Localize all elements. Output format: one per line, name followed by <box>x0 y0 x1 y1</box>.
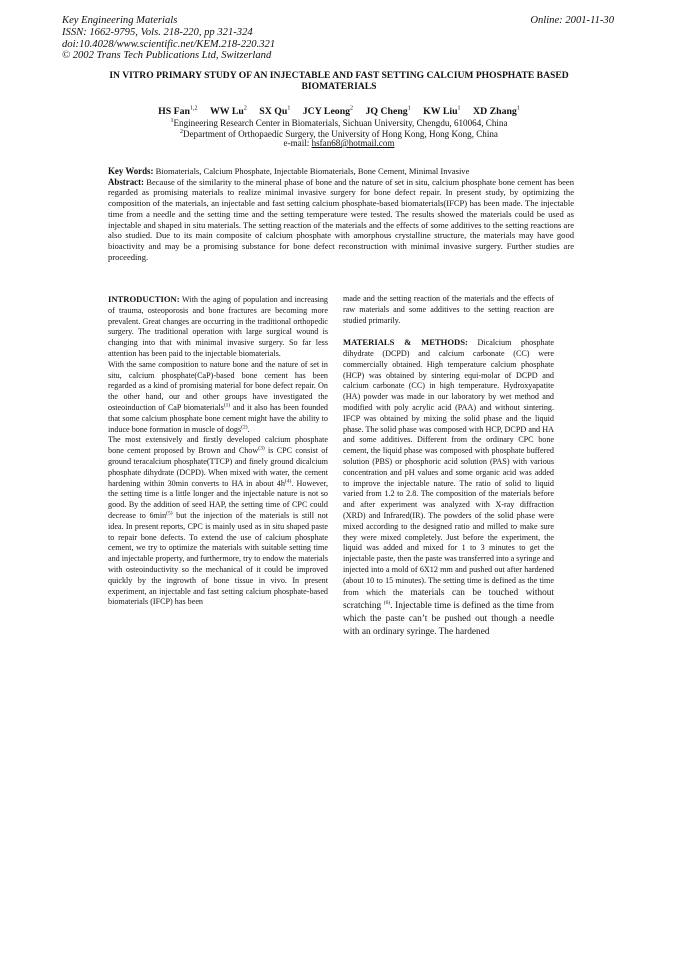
author: JQ Cheng$^1$ <box>365 106 411 118</box>
intro-paragraph: The most extensively and firstly developed calcium phosphate bone cement proposed by Brown and Chow$^{(3)}$ is CPC consist of ground teracalcium phosphate(TTCP) and finely ground dicalcium phosphate dihydrate (DCPD). When mixed with water, the cement hardening within 30min converts to HA in about $4h^{(4)}$. However, the setting time is a little longer and the injectable nature is not so good. By the addition of seed HAP, the setting time of CPC could decrease to $6\min^{(5)}$ but the injection of the materials is still not idea. In present reports, CPC is mainly used as in situ shaped paste to repair bone defects. To extend the use of calcium phosphate cement, we try to optimize the materials with suitable setting time and injectable property, and furthermore, try to endow the materials with osteoinductivity so the mechanical of it could be improved quickly by the ingrowth of bone tissue in vivo. In present experiment, an injectable and fast setting calcium phosphate-based biomaterials (IFCP) has been <box>108 435 328 607</box>
contact-email: e-mail: hsfan68@hotmail.com <box>283 138 395 148</box>
author: XD Zhang$^1$ <box>473 106 520 118</box>
author: KW Liu$^1$ <box>423 106 461 118</box>
author: WW Lu$^2$ <box>209 106 247 118</box>
affiliation-2: $^2$Department of Orthopaedic Surgery, the University of Hong Kong, Hong Kong, China <box>180 129 498 140</box>
doi-line: doi:10.4028/www.scientific.net/KEM.218-220.321 <box>62 38 276 50</box>
author: JCY Leong$^2$ <box>302 106 354 118</box>
intro-paragraph: With the same composition to nature bone and the nature of set in situ, calcium phosphate(CaP)-based bone cement has been regarded as a kind of promising material for bone defect repair. On the other hand, our and other groups have investigated the osteoinduction of CaP biomaterials$^{(1)}$ and it also has been founded that some calcium phosphate bone cement might have the ability to induce bone formation in muscle of dogs$^{(2)}$. <box>108 359 328 434</box>
author: HS Fan$^{1,2}$ <box>158 106 198 118</box>
intro-paragraph: INTRODUCTION: With the aging of population and increasing of trauma, osteoporosis and bone fractures are becoming more prevalent. Great changes are occurring in the traditional orthopedic surgery. The traditional operation with large surgical wound is changing into that with minimal invasive surgery. So far less attention has been paid to the injectable biomaterials. <box>108 294 328 358</box>
methods-heading: MATERIALS & METHODS: <box>343 337 468 348</box>
paper-title: IN VITRO PRIMARY STUDY OF AN INJECTABLE AND FAST SETTING CALCIUM PHOSPHATE BASED BIOMATERIALS <box>109 70 569 92</box>
intro-heading: INTRODUCTION: <box>108 294 180 304</box>
keywords: Key Words: Biomaterials, Calcium Phosphate, Injectable Biomaterials, Bone Cement, Minimal Invasive <box>108 166 470 176</box>
author: SX Qu$^1$ <box>259 106 291 118</box>
email-link[interactable]: hsfan68@hotmail.com <box>311 138 395 148</box>
methods-paragraph: MATERIALS & METHODS: Dicalcium phosphate dihydrate (DCPD) and calcium carbonate (CC) were commercially obtained. High temperature calcium phosphate (HCP) was obtained by sintering equi-molar of DCPD and calcium carbonate (CC) in high temperature. Hydroxyapatite (HA) powder was made in our laboratory by wet method and modified with poly acrylic acid (PAA) and without sintering. IFCP was obtained by mixing the solid phase and the liquid phase. The solid phase was composed with HCP, DCPD and HA and some additives. Different from the ordinary CPC bone cement, the liquid phase was composed with phosphate buffered solution (PBS) or phosphoric acid solution (PAS) with various concentration and pH values and some organic acid was added to improve the injectable nature. The ratio of solid to liquid varied from 1.2 to 2.8. The composition of the materials before and after experiment was analyzed with X-ray diffraction (XRD) and Infrared(IR). The powders of the solid phase were mixed according to the designed ratio and milled to make sure they were mixed completely. Just before the experiment, the liquid was added and mixed for 1 to 3 minutes to get the injectable paste, then the paste was transferred into a syringe and injected into a mold of 6X12 mm and pushed out after hardened (about 10 to 15 minutes). The setting time is defined as the time from which the materials can be touched without scratching $^{(6)}$. Injectable time is defined as the time from which the paste can’t be pushed out though a needle with an ordinary syringe. The hardened <box>343 337 555 638</box>
intro-continuation: made and the setting reaction of the materials and the effects of raw materials and some additives to the setting reaction are studied primarily. <box>343 294 554 325</box>
issn-line: ISSN: 1662-9795, Vols. 218-220, pp 321-324 <box>62 26 253 38</box>
abstract-block <box>108 166 574 262</box>
journal-header <box>62 15 402 62</box>
abstract-text: Abstract: Because of the similarity to the mineral phase of bone and the nature of set in situ, calcium phosphate bone cement has been regarded as promising materials to realize minimal invasive surgery for bone defect repair. In present study, by optimizing the composition of the materials, an injectable and fast setting calcium phosphate-based biomaterials(IFCP) has been made. The injectable time from a needle and the setting time and the setting temperature were tested. The results showed the materials could be used as injectable and shaped in situ materials. The setting reaction of the materials and the effects of some additives to the setting reactions are also studied. Due to its main composite of calcium phosphate with amorphous crystalline structure, the materials may have good bioactivity and may be a promising substance for bone defect reconstruction with minimal invasive surgery. Further studies are proceeding. <box>108 176 574 262</box>
left-column <box>108 294 328 608</box>
online-date: Online: 2001-11-30 <box>530 15 614 26</box>
right-column <box>343 294 554 640</box>
affiliation-1: $^1$Engineering Research Center in Biomaterials, Sichuan University, Chengdu, 610064, China <box>170 118 508 129</box>
journal-name: Key Engineering Materials <box>62 15 178 26</box>
copyright-line: © 2002 Trans Tech Publications Ltd, Switzerland <box>62 50 272 62</box>
